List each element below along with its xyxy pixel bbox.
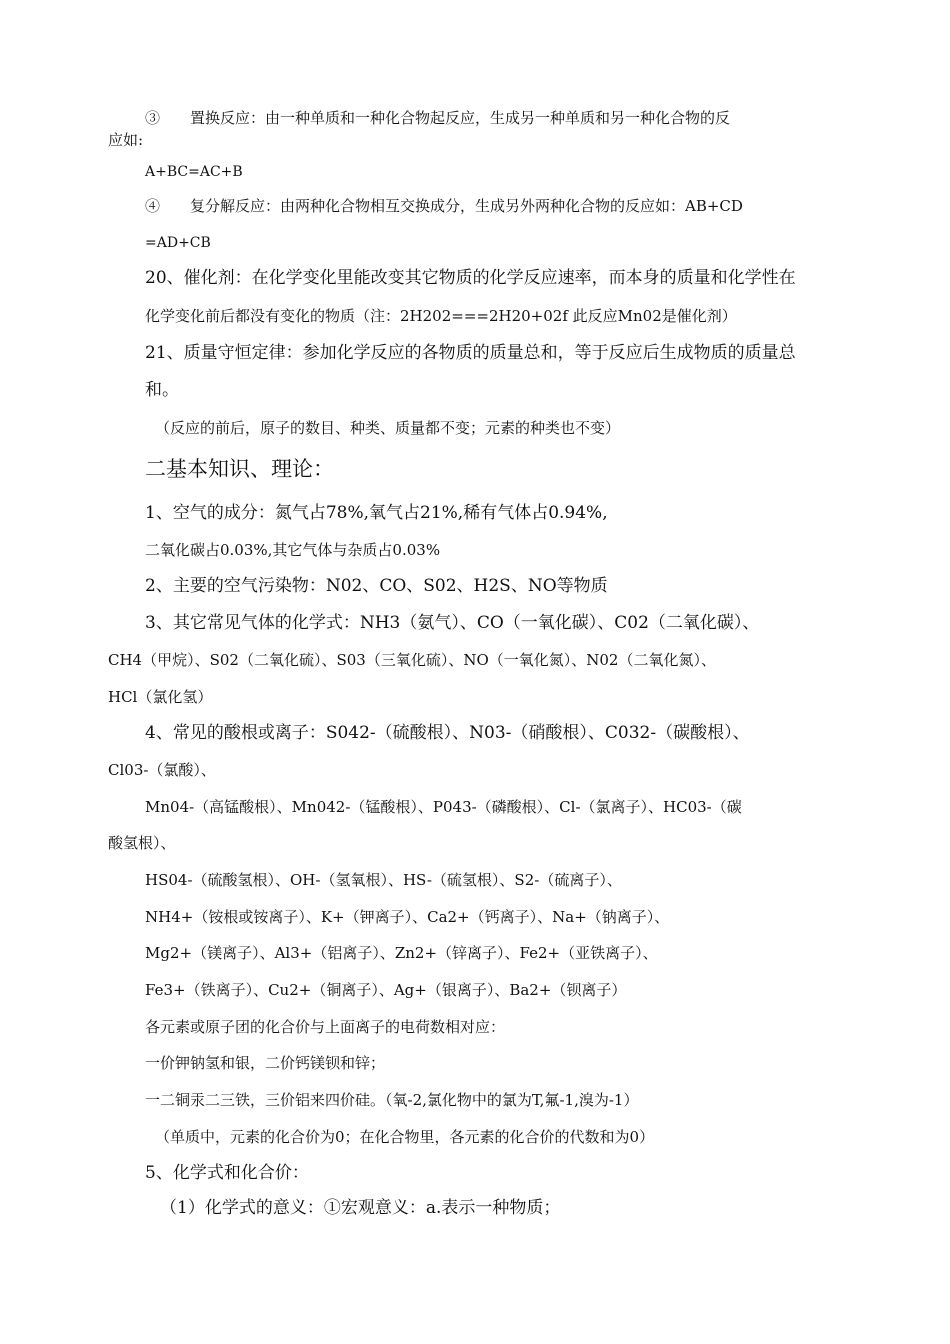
text-line: Mn04-（高锰酸根）、Mn042-（锰酸根）、P043-（磷酸根）、Cl-（氯离子）、HC03-（碳 [145, 798, 742, 816]
text-line: Fe3+（铁离子）、Cu2+（铜离子）、Ag+（银离子）、Ba2+（钡离子） [145, 981, 627, 999]
text-line: （反应的前后，原子的数目、种类、质量都不变；元素的种类也不变） [155, 419, 621, 437]
text-line: （单质中，元素的化合价为0；在化合物里，各元素的化合价的代数和为0） [155, 1128, 655, 1146]
text-line: 4、常见的酸根或离子：S042-（硫酸根）、N03-（硝酸根）、C032-（碳酸根）、 [145, 723, 750, 743]
text-line: 化学变化前后都没有变化的物质（注：2H202===2H20+02f 此反应Mn02是催化剂） [145, 307, 737, 325]
text-line: =AD+CB [145, 235, 211, 251]
text-line: 一二铜汞二三铁，三价铝来四价硅。（氧-2,氯化物中的氯为T,氟-1,溴为-1） [145, 1091, 639, 1109]
text-line: 2、主要的空气污染物：N02、CO、S02、H2S、NO等物质 [145, 576, 608, 596]
text-line: 5、化学式和化合价： [145, 1163, 309, 1183]
text-line: HS04-（硫酸氢根）、OH-（氢氧根）、HS-（硫氢根）、S2-（硫离子）、 [145, 871, 622, 889]
text-line: （1）化学式的意义：①宏观意义：a.表示一种物质； [160, 1198, 561, 1218]
text-line: 和。 [145, 380, 179, 400]
text-line: 1、空气的成分：氮气占78%,氧气占21%,稀有气体占0.94%, [145, 503, 608, 523]
text-line: 21、质量守恒定律：参加化学反应的各物质的质量总和，等于反应后生成物质的质量总 [145, 343, 796, 363]
text-line: 20、催化剂：在化学变化里能改变其它物质的化学反应速率，而本身的质量和化学性在 [145, 268, 796, 288]
text-line: Mg2+（镁离子）、Al3+（铝离子）、Zn2+（锌离子）、Fe2+（亚铁离子）、 [145, 944, 658, 962]
text-line: 应如: [108, 131, 144, 149]
text-line: 二氧化碳占0.03%,其它气体与杂质占0.03% [145, 541, 441, 559]
text-line: A+BC=AC+B [145, 164, 243, 180]
text-line: Cl03-（氯酸）、 [108, 761, 216, 779]
text-line: ③ 置换反应：由一种单质和一种化合物起反应，生成另一种单质和另一种化合物的反 [145, 109, 731, 127]
text-line: 一价钾钠氢和银，二价钙镁钡和锌； [145, 1054, 386, 1072]
text-line: 各元素或原子团的化合价与上面离子的电荷数相对应： [145, 1018, 506, 1036]
text-line: 3、其它常见气体的化学式：NH3（氨气）、CO（一氧化碳）、C02（二氧化碳）、 [145, 613, 760, 633]
text-line: 酸氢根）、 [108, 834, 176, 852]
text-line: HCl（氯化氢） [108, 688, 213, 706]
text-line: CH4（甲烷）、S02（二氧化硫）、S03（三氧化硫）、NO（一氧化氮）、N02（二氧化氮）、 [108, 651, 716, 669]
text-line: ④ 复分解反应：由两种化合物相互交换成分，生成另外两种化合物的反应如：AB+CD [145, 197, 743, 215]
section-heading: 二基本知识、理论： [145, 457, 334, 481]
text-line: NH4+（铵根或铵离子）、K+（钾离子）、Ca2+（钙离子）、Na+（钠离子）、 [145, 908, 670, 926]
